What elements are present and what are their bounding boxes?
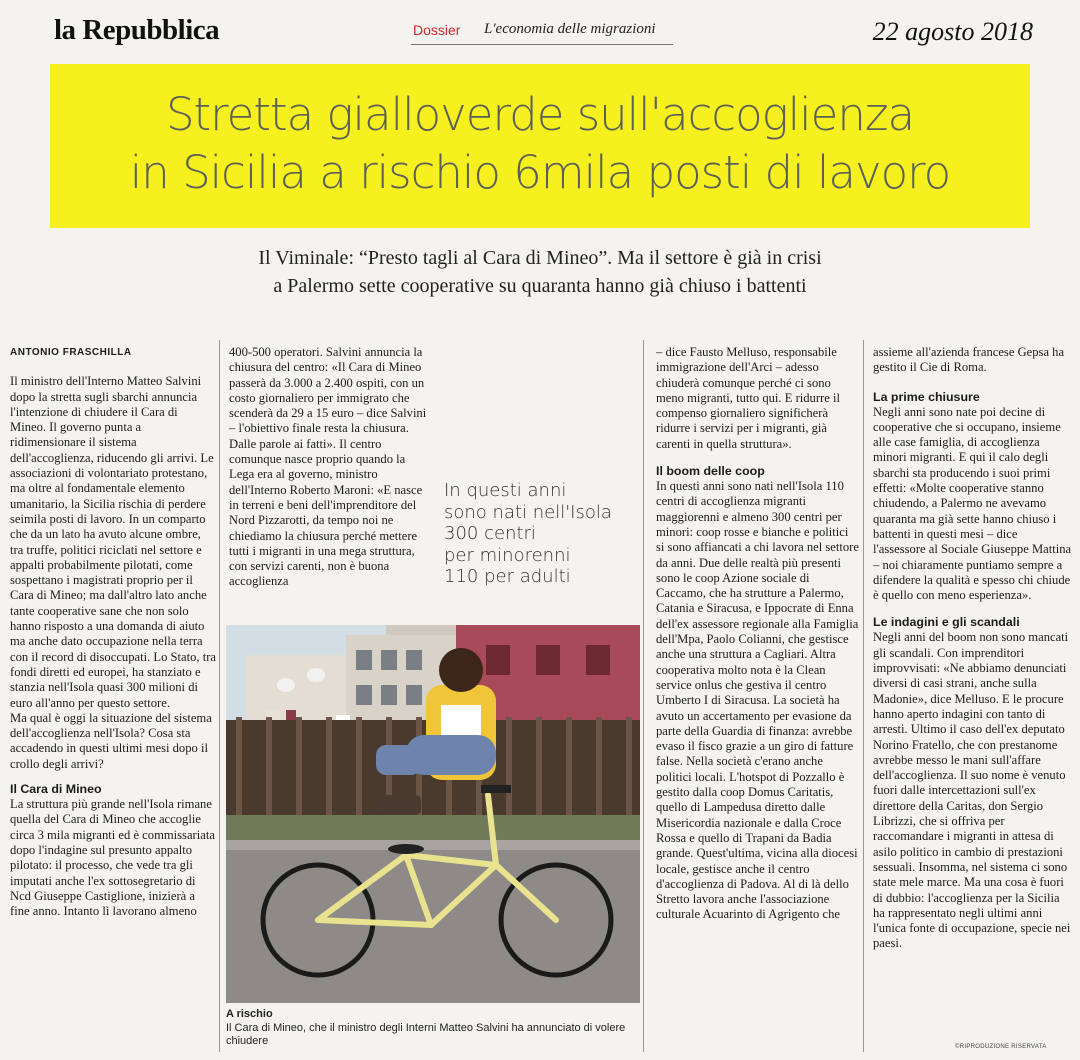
section-heading: La prime chiusure	[873, 389, 980, 404]
paragraph: In questi anni sono nati nell'Isola 110 centri di accoglienza migranti maggiorenni e almeno 300 centri per minori: coop rosse e bianche e politici si sono affiancati a chi lavora nel settore da anni. Due delle realtà più presenti sono le coop Azione sociale di Caccamo, che ha strutture a Palermo, Catania e Siracusa, e Ippocrate di Enna dell'ex assessore regionale alla Famiglia dell'Mpa, Paolo Colianni, che gestisce anche una struttura a Cagliari. Altra cooperativa molto nota è la Clean service onlus che gestiva il centro Umberto I di Siracusa. La società ha avuto un accertamento per evasione da parte della Guardia di finanza: avrebbe evaso il fisco grazie a un giro di fatture false. Nella società c'erano anche politici locali. L'hotspot di Pozzallo è gestito dalla coop Domus Caritatis, quello di Lampedusa diretto dalle Misericordia nazionale e dalla Croce Rossa e quello di Trapani da Badia grande. Quest'ultima, vicina alla diocesi locale, gestisce anche il centro d'accoglienza di Padova. Al di là dello Stretto lavora anche l'associazione culturale Acuarinto di Agrigento che	[656, 479, 859, 922]
pull-quote-line: In questi anni	[444, 480, 567, 501]
paragraph: – dice Fausto Melluso, responsabile immigrazione dell'Arci – adesso chiuderà comunque perché ci sono meno migranti, tutto qui. E ridurre il compenso giornaliero significherà ridurre i servizi per i migranti, già carenti in quella struttura».	[656, 345, 840, 451]
paragraph: Negli anni del boom non sono mancati gli scandali. Con imprenditori improvvisati: «Ne abbiamo denunciati diversi di casi strani, anche sulla Madonie», dice Melluso. E le procure hanno aperto indagini con tanto di arresti. Ultimo il caso dell'ex deputato Norino Fratello, che con prestanome avrebbe messo le mani sull'affare dell'accoglienza. Il suo nome è venuto fuori dalle intercettazioni sull'ex direttore della Caritas, don Sergio Librizzi, che si offriva per raccomandare i migranti in attesa di asilo politico in cambio di prestazioni sessuali. Insomma, nel sistema ci sono state mele marce. Ma una cosa è fuori di dubbio: l'accoglienza per la Sicilia ha rappresentato negli ultimi anni l'unica fonte di occupazione, specie nei paesi.	[873, 630, 1071, 951]
caption-text: Il Cara di Mineo, che il ministro degli Interni Matteo Salvini ha annunciato di volere chiudere	[226, 1021, 626, 1047]
column-divider	[863, 340, 864, 1052]
subhead-line-2: a Palermo sette cooperative su quaranta hanno già chiuso i battenti	[273, 275, 807, 297]
paragraph: 400-500 operatori. Salvini annuncia la chiusura del centro: «Il Cara di Mineo passerà da 3.000 a 2.400 ospiti, con un costo giornaliero per immigrato che scenderà da 29 a 15 euro – dice Salvini – l'obiettivo finale resta la chiusura. Dalle parole ai fatti». Il centro comunque nasce proprio quando la Lega era al governo, ministro dell'Interno Roberto Maroni: «E nasce in terreni e beni dell'imprenditore del Nord Pizzarotti, da tempo noi ne chiediamo la chiusura perché mettere tutti i migranti in una mega struttura, con servizi carenti, non è buona accoglienza	[229, 345, 427, 589]
headline-banner	[50, 64, 1030, 228]
masthead	[0, 0, 1080, 58]
section-underline	[411, 44, 673, 45]
subheadline	[150, 244, 930, 300]
column-divider	[219, 340, 220, 1052]
paragraph: assieme all'azienda francese Gepsa ha gestito il Cie di Roma.	[873, 345, 1065, 375]
pull-quote	[444, 480, 634, 588]
section-heading: Le indagini e gli scandali	[873, 615, 1020, 630]
issue-date: 22 agosto 2018	[872, 17, 1033, 46]
paragraph: La struttura più grande nell'Isola rimane quella del Cara di Mineo che accoglie circa 3 mila migranti ed è commissariata dopo l'indagine sul presunto appalto pilotato: il processo, che vede tra gli imputati anche l'ex sottosegretario di Ncd Giuseppe Castiglione, inizierà a fine anno. Intanto lì lavorano almeno	[10, 797, 215, 919]
photo-illustration	[226, 625, 640, 1003]
section-heading: Il Cara di Mineo	[10, 782, 102, 797]
byline: ANTONIO FRASCHILLA	[10, 347, 132, 358]
copyright-notice: ©RIPRODUZIONE RISERVATA	[955, 1044, 1047, 1050]
subhead-line-1: Il Viminale: “Presto tagli al Cara di Mineo”. Ma il settore è già in crisi	[258, 247, 822, 269]
section-title: L'economia delle migrazioni	[484, 21, 656, 37]
section-heading: Il boom delle coop	[656, 464, 765, 479]
section-label[interactable]: Dossier	[413, 22, 461, 38]
pull-quote-line: 110 per adulti	[444, 566, 571, 587]
article-column-1	[10, 345, 216, 919]
pull-quote-line: per minorenni	[444, 544, 571, 566]
newspaper-logo[interactable]: la Repubblica	[54, 14, 220, 46]
photo-caption	[226, 1008, 640, 1049]
pull-quote-line: 300 centri	[444, 523, 536, 544]
pull-quote-line: sono nati nell'Isola	[444, 501, 612, 523]
column-divider	[643, 340, 644, 1052]
headline-line-1: Stretta gialloverde sull'accoglienza	[165, 88, 915, 141]
article-column-2	[229, 345, 429, 590]
article-column-3	[656, 345, 859, 923]
article-column-4	[873, 345, 1073, 952]
paragraph: Negli anni sono nate poi decine di cooperative che si occupano, insieme alle case famiglia, di accoglienza minori migranti. E qui il calo degli sbarchi sta producendo i suoi primi effetti: «Molte cooperative stanno chiudendo, a Palermo ne avevamo quaranta ma già sette hanno chiuso i battenti in questi mesi – dice l'assessore al Sociale Giuseppe Mattina – noi chiaramente puntiamo sempre a difendere la qualità e spesso chi chiude è quello con meno esperienza».	[873, 404, 1072, 603]
caption-title: A rischio	[226, 1008, 273, 1020]
article-photo[interactable]	[226, 625, 640, 1003]
paragraph: Il ministro dell'Interno Matteo Salvini dopo la stretta sugli sbarchi annuncia l'intenzione di chiudere il Cara di Mineo. Il governo punta a ridimensionare il sistema dell'accoglienza, riducendo gli arrivi. Le associazioni di volontariato protestano, ma oltre al fondamentale elemento umanitario, la Sicilia rischia di perdere seimila posti di lavoro. In un comparto che da un lato ha avuto alcune ombre, tra truffe, politici riciclati nel settore e appalti probabilmente pilotati, come sospettano i magistrati proprio per il Cara di Mineo; ma dall'altro lato anche tante cooperative sane che non solo hanno risposto a una domanda di aiuto ma anche dato occupazione nella terra con il record di disoccupati. Lo Stato, tra fondi diretti ed europei, ha stanziato e stanzia nell'Isola quasi 300 milioni di euro all'anno per questo settore.	[10, 374, 216, 710]
paragraph: Ma qual è oggi la situazione del sistema dell'accoglienza nell'Isola? Cosa sta accadendo in questi ultimi mesi dopo il crollo degli arrivi?	[10, 710, 212, 771]
headline-line-2: in Sicilia a rischio 6mila posti di lavoro	[129, 146, 951, 199]
